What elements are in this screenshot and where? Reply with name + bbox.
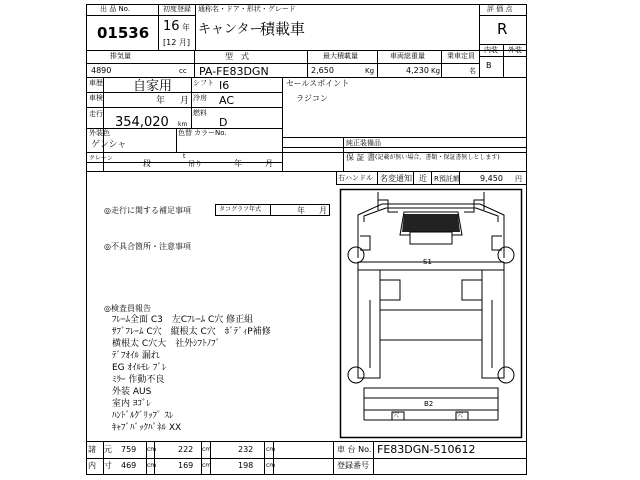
load-unit: Kg: [365, 67, 375, 75]
lot-label: 出 品 No.: [100, 5, 131, 13]
mileage-label: 走行: [89, 110, 103, 118]
recycle-label: R預託額: [434, 175, 460, 183]
crane-label: クレーン: [89, 155, 113, 162]
crane-year: 年: [234, 159, 242, 168]
specs-dim-height: 232: [238, 445, 254, 454]
car-type: 積載車: [260, 20, 306, 38]
inner-dim-unit-3: cm: [266, 462, 276, 469]
tacho-label: タコグラフ年式: [219, 206, 262, 213]
lot-number: 01536: [97, 24, 150, 42]
report-line: ﾌﾚｰﾑ全面 C3 左Cﾌﾚｰﾑ C穴 修正組: [112, 315, 254, 325]
travel-notes-label: ◎走行に関する補足事項: [104, 206, 191, 215]
exterior-label: 外装: [508, 46, 522, 54]
load-label: 最大積載量: [323, 52, 358, 60]
specs-dim-unit-2: cm: [202, 446, 212, 453]
defect-label: ◎不具合箇所・注意事項: [104, 242, 191, 251]
capacity-unit: 名: [469, 67, 476, 75]
grade-value: R: [497, 20, 508, 38]
model-value: PA-FE83DGN: [199, 65, 269, 78]
crane-t: t: [183, 153, 186, 160]
inner-dim-length: 469: [121, 461, 137, 470]
name-change-label: 名変通知: [380, 174, 412, 183]
model-label: 型 式: [225, 52, 249, 61]
ac-value: AC: [219, 94, 235, 107]
reg-year-unit: 年: [182, 23, 190, 32]
inspection-label: 車検: [89, 94, 103, 102]
tacho-month: 月: [319, 206, 327, 215]
sales-point-value: ラジコン: [296, 94, 328, 103]
color-value: ゲンシャ: [91, 140, 127, 150]
diagram-b2: B2: [424, 400, 434, 408]
reg-label: 初度登録: [163, 5, 191, 13]
report-line: EG ｵｲﾙﾓﾚ ﾌﾟﾚ: [112, 363, 167, 373]
inner-dim-unit-2: cm: [202, 462, 212, 469]
exterior-grade: B: [486, 61, 492, 70]
report-line: 室内 ﾖｺﾞﾚ: [112, 399, 151, 409]
weight-value: 4,230: [406, 66, 429, 75]
history-label: 車歴: [89, 79, 103, 87]
fuel-label: 燃料: [193, 109, 207, 117]
color-label: 外装色: [89, 129, 110, 137]
reg-year: 16: [163, 19, 180, 34]
interior-label: 内装: [484, 46, 498, 54]
specs-dim-unit-1: cm: [147, 446, 157, 453]
equipment-label: 純正装備品: [346, 139, 381, 147]
report-line: 外装 AUS: [112, 387, 152, 397]
displacement-label: 排気量: [110, 52, 131, 60]
tacho-year: 年: [297, 206, 305, 215]
report-line: ﾊﾝﾄﾞﾙｸﾞﾘｯﾌﾟ ｽﾚ: [112, 411, 174, 421]
inner-dim-height: 198: [238, 461, 254, 470]
capacity-label: 乗車定員: [447, 52, 475, 60]
specs-dim-length: 759: [121, 445, 137, 454]
sales-point-label: セールスポイント: [286, 79, 350, 88]
recycle-unit: 円: [515, 175, 522, 183]
chassis-number: FE83DGN-510612: [377, 443, 476, 456]
plate-label: 登録番号: [337, 461, 369, 470]
warranty-label: 保 証 書: [346, 153, 376, 162]
near-value: 近: [419, 174, 427, 183]
inspection-year: 年: [156, 96, 166, 106]
specs-dim-unit-3: cm: [266, 446, 276, 453]
specs-dim-width: 222: [178, 445, 194, 454]
color-change-label: 色替: [178, 129, 192, 137]
warranty-note: (記載が無い場合、書類・保証書無しとします): [375, 154, 500, 161]
diagram-hole-left: 穴: [393, 412, 400, 419]
crane-month: 月: [265, 159, 273, 168]
shift-value: I6: [219, 79, 230, 92]
recycle-value: 9,450: [480, 174, 503, 183]
shift-label: シフト: [193, 79, 214, 87]
inspection-month: 月: [180, 96, 190, 106]
reg-month: [12 月]: [163, 38, 190, 47]
weight-label: 車両総重量: [390, 52, 425, 60]
color-number-label: カラーNo.: [194, 129, 227, 137]
grade-label: 評 価 点: [487, 5, 513, 13]
report-line: ｷｬﾌﾞﾊﾞｯｸﾊﾟﾈﾙ XX: [112, 423, 182, 433]
history-value: 自家用: [133, 79, 173, 94]
fuel-value: D: [219, 116, 228, 129]
name-label: 通称名・ドア・形状・グレード: [198, 5, 296, 13]
report-line: 横根太 C穴大 社外ｼﾌﾄﾉﾌﾞ: [112, 339, 221, 349]
report-line: ﾐﾗｰ 作動不良: [112, 375, 165, 385]
report-line: ﾃﾞﾌｵｲﾙ 漏れ: [112, 351, 160, 361]
chassis-label: 車 台 No.: [337, 445, 372, 454]
ac-label: 冷房: [193, 94, 207, 102]
displacement-value: 4890: [91, 66, 112, 75]
inner-dim-unit-1: cm: [147, 462, 157, 469]
inner-dim-width: 169: [178, 461, 194, 470]
report-line: ｻﾌﾞﾌﾚｰﾑ C穴 縦根太 C穴 ﾎﾞﾃﾞｨP補修: [112, 327, 271, 337]
crane-stage: 段: [143, 159, 151, 168]
crane-lift-label: 吊り: [188, 160, 202, 168]
mileage-value: 354,020: [115, 115, 169, 130]
displacement-unit: cc: [179, 67, 187, 75]
mileage-unit: km: [178, 121, 188, 128]
specs-dim-label: 諸 元: [88, 445, 112, 454]
inner-dim-label: 内 寸: [88, 461, 112, 470]
car-name: キャンター: [198, 22, 263, 37]
diagram-s1: S1: [423, 258, 432, 266]
diagram-hole-right: 穴: [457, 412, 464, 419]
load-value: 2,650: [311, 66, 334, 75]
report-label: ◎検査員報告: [104, 304, 151, 313]
weight-unit: Kg: [431, 67, 441, 75]
handle-value: 右ハンドル: [338, 174, 373, 182]
